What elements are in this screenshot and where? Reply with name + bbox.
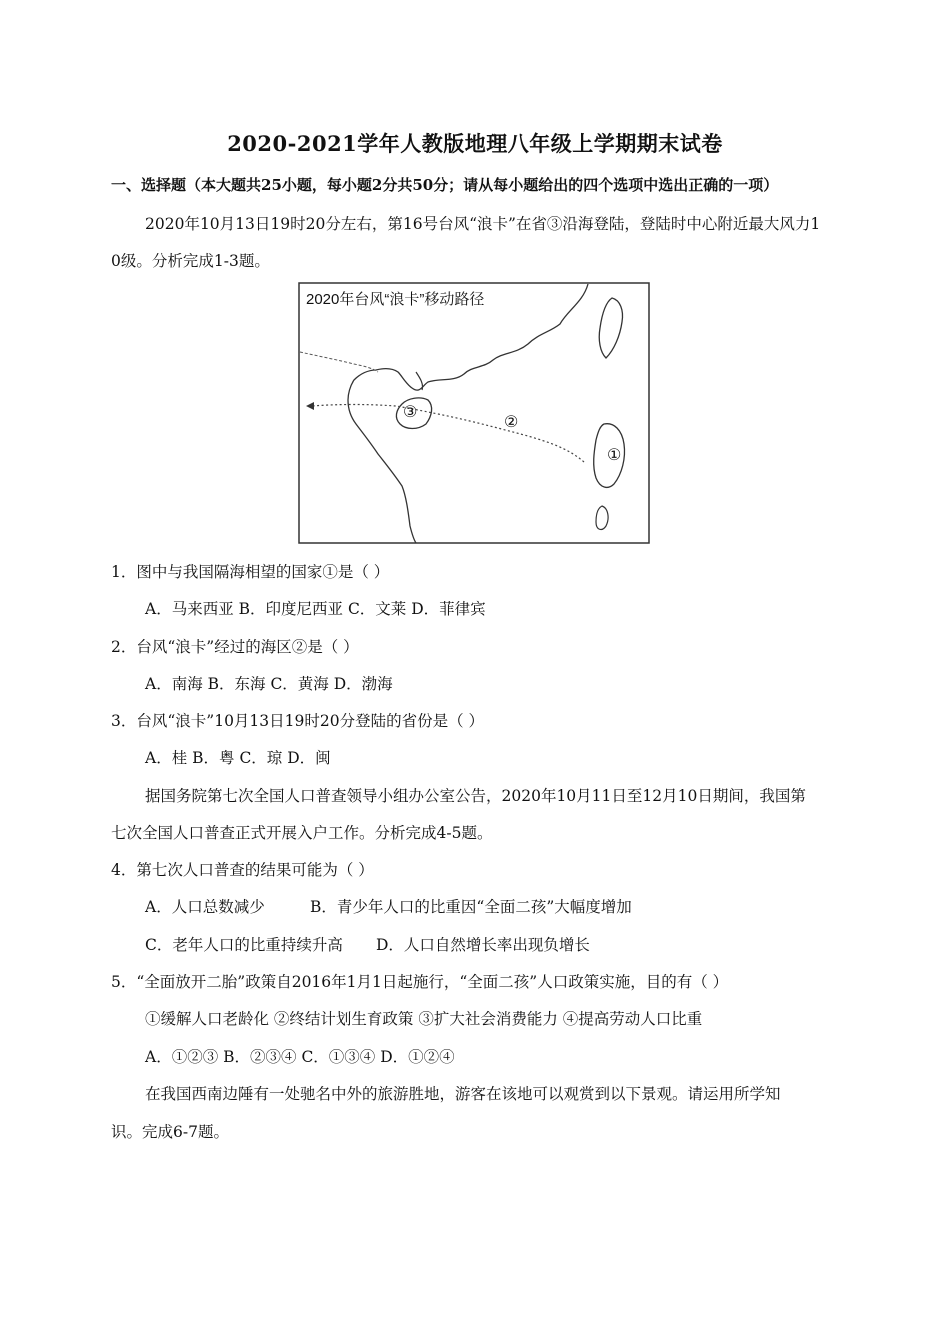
page-title: 2020-2021学年人教版地理八年级上学期期末试卷 xyxy=(227,131,723,156)
typhoon-path-map xyxy=(298,282,650,544)
question-5-stem: 5．“全面放开二胎”政策自2016年1月1日起施行，“全面二孩”人口政策实施，目的有（ ） xyxy=(111,973,729,991)
intro-paragraph-line: 据国务院第七次全国人口普查领导小组办公室公告，2020年10月11日至12月10日期间，我国第 xyxy=(145,787,806,805)
question-1-options: A．马来西亚 B．印度尼西亚 C．文莱 D．菲律宾 xyxy=(145,600,486,618)
question-4-option-a: A．人口总数减少 xyxy=(145,898,265,916)
map-label-3: ③ xyxy=(403,402,418,421)
map-label-1: ① xyxy=(607,445,622,464)
map-frame xyxy=(299,283,649,543)
map-title: 2020年台风“浪卡”移动路径 xyxy=(306,291,485,308)
question-5-options: A．①②③ B．②③④ C．①③④ D．①②④ xyxy=(145,1048,455,1066)
question-3-options: A．桂 B．粤 C．琼 D．闽 xyxy=(145,749,331,767)
question-4-option-d: D．人口自然增长率出现负增长 xyxy=(376,936,590,954)
intro-paragraph-line: 0级。分析完成1-3题。 xyxy=(111,252,270,270)
question-5-items: ①缓解人口老龄化 ②终结计划生育政策 ③扩大社会消费能力 ④提高劳动人口比重 xyxy=(145,1010,703,1028)
intro-paragraph-line: 在我国西南边陲有一处驰名中外的旅游胜地，游客在该地可以观赏到以下景观。请运用所学知 xyxy=(145,1085,781,1103)
question-2-stem: 2．台风“浪卡”经过的海区②是（ ） xyxy=(111,638,359,656)
question-3-stem: 3．台风“浪卡”10月13日19时20分登陆的省份是（ ） xyxy=(111,712,485,730)
question-2-options: A．南海 B．东海 C．黄海 D．渤海 xyxy=(145,675,393,693)
question-4-stem: 4．第七次人口普查的结果可能为（ ） xyxy=(111,861,374,879)
section-heading: 一、选择题（本大题共25小题，每小题2分共50分；请从每小题给出的四个选项中选出正确的一项） xyxy=(111,176,779,194)
intro-paragraph-line: 七次全国人口普查正式开展入户工作。分析完成4-5题。 xyxy=(111,824,493,842)
intro-paragraph-line: 2020年10月13日19时20分左右，第16号台风“浪卡”在省③沿海登陆，登陆时中心附近最大风力1 xyxy=(145,215,821,233)
map-label-2: ② xyxy=(504,412,519,431)
question-4-option-c: C．老年人口的比重持续升高 xyxy=(145,936,343,954)
question-4-option-b: B．青少年人口的比重因“全面二孩”大幅度增加 xyxy=(310,898,632,916)
intro-paragraph-line: 识。完成6-7题。 xyxy=(111,1123,229,1141)
question-1-stem: 1．图中与我国隔海相望的国家①是（ ） xyxy=(111,563,390,581)
